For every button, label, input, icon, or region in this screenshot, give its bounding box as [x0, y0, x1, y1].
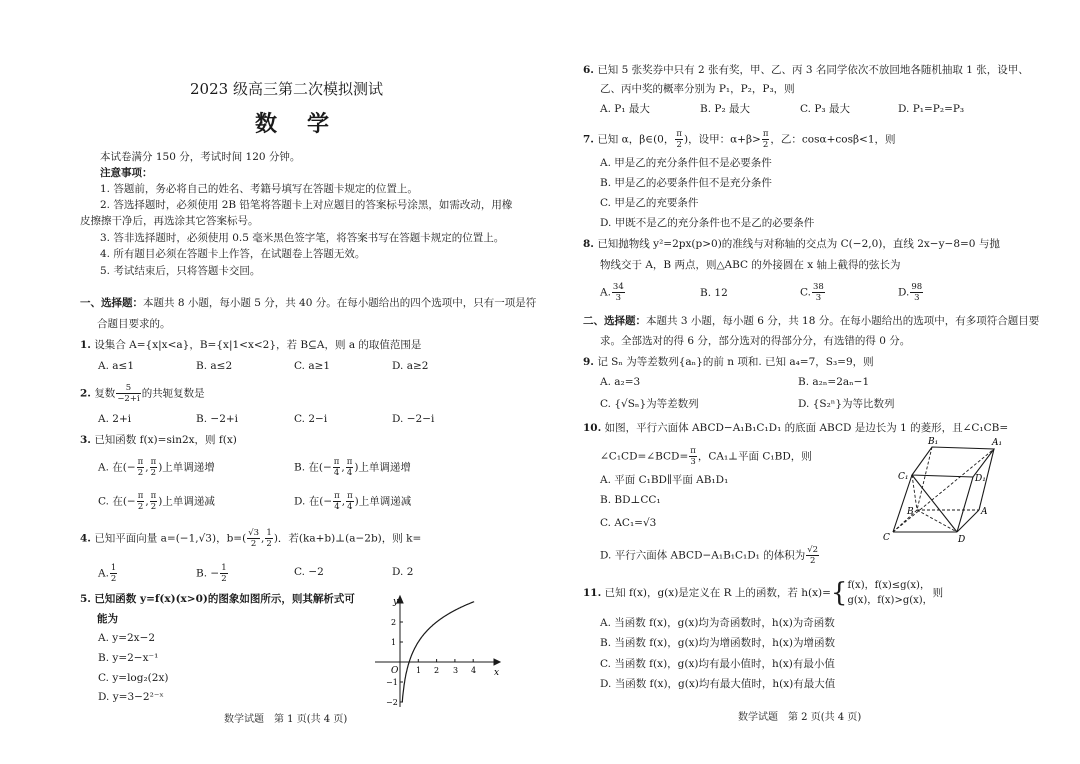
- denominator: 2: [137, 502, 144, 512]
- option-label: A.: [600, 286, 611, 299]
- case-1: f(x)，f(x)≤g(x)，: [847, 580, 930, 591]
- numerator: π: [333, 457, 340, 467]
- brace: {: [830, 578, 848, 608]
- question-number: 4.: [80, 532, 91, 545]
- denominator: 2: [221, 574, 227, 584]
- option-c: [98, 491, 215, 512]
- separator: ,: [261, 532, 265, 545]
- notice-item: 2. 答选择题时，必须使用 2B 铅笔将答题卡上对应题目的答案标号涂黑，如需改动，用橡: [100, 199, 513, 211]
- section-1-text: 本题共 8 小题，每小题 5 分，共 40 分。在每小题给出的四个选项中，只有一项是符: [143, 297, 537, 309]
- option-a: A. a₂=3: [600, 376, 641, 388]
- option-a: [600, 282, 626, 303]
- question-stem: 已知抛物线 y²=2px(p>0)的准线与对称轴的交点为 C(−2,0)，直线 2x−y−8=0 与抛: [597, 238, 1000, 250]
- fraction: [812, 282, 825, 303]
- notice-heading: 注意事项：: [100, 167, 153, 179]
- option-d: D. 2: [392, 566, 414, 578]
- question-5: [80, 592, 355, 606]
- option-label: B. 在(−: [294, 461, 332, 474]
- question-number: 1.: [80, 339, 91, 351]
- question-number: 3.: [80, 434, 91, 446]
- denominator: 4: [347, 502, 353, 512]
- option-d: D. {S₂ⁿ}为等比数列: [798, 398, 895, 410]
- question-stem: [600, 446, 812, 467]
- option-label: A.: [98, 567, 109, 580]
- denominator: −2+i: [117, 394, 140, 404]
- section-1-text: 合题目要求的。: [97, 318, 171, 330]
- option-c: C. AC₁=√3: [600, 517, 657, 529]
- option-a: A. 2+i: [98, 413, 132, 425]
- option-b: B. −2+i: [196, 413, 239, 425]
- option-d: [600, 545, 820, 566]
- option-d: D. −2−i: [392, 413, 435, 425]
- question-stem: 设集合 A={x|x<a}，B={x|1<x<2}，若 B⊆A，则 a 的取值范围是: [94, 339, 422, 351]
- section-1-label: 一、选择题：: [80, 297, 143, 309]
- question-11: [583, 578, 943, 608]
- option-text: )上单调递增: [158, 461, 215, 474]
- case-2: g(x)，f(x)>g(x)，: [847, 595, 933, 606]
- y-tick-label: −1: [386, 678, 398, 687]
- denominator: 2: [137, 468, 144, 478]
- numerator: π: [762, 129, 769, 139]
- fraction: [333, 457, 341, 478]
- option-c: C. {√Sₙ}为等差数列: [600, 398, 699, 410]
- edge-cc1: [893, 475, 912, 532]
- denominator: 2: [110, 574, 117, 584]
- fraction: [333, 491, 341, 512]
- x-tick-label: 2: [434, 666, 440, 675]
- question-stem: 已知 f(x)，g(x)是定义在 R 上的函数，若 h(x)=: [604, 587, 831, 599]
- x-tick-label: 1: [416, 666, 422, 675]
- option-b: B. 甲是乙的必要条件但不是充分条件: [600, 177, 772, 189]
- option-c: C. a≥1: [294, 360, 331, 372]
- numerator: 1: [110, 563, 117, 573]
- fraction: [137, 491, 145, 512]
- page-footer: 数学试题 第 1 页(共 4 页): [224, 714, 348, 725]
- question-stem: )．若(ka+b)⊥(a−2b)，则 k=: [273, 532, 422, 545]
- denominator: 2: [250, 539, 257, 549]
- numerator: π: [137, 491, 144, 501]
- denominator: 4: [346, 468, 353, 478]
- question-3: [80, 433, 237, 447]
- section-2-text: 本题共 3 小题，每小题 6 分，共 18 分。在每小题给出的选项中，有多项符合题目要: [646, 315, 1040, 327]
- denominator: 2: [809, 556, 816, 566]
- option-d: D. y=3−2²⁻ˣ: [98, 691, 164, 703]
- numerator: 34: [612, 282, 624, 292]
- question-stem: ，CA₁⊥平面 C₁BD，则: [697, 450, 812, 463]
- option-a: A. 平面 C₁BD∥平面 AB₁D₁: [600, 474, 729, 486]
- fraction: [346, 491, 354, 512]
- denominator: 2: [266, 539, 272, 549]
- separator: ,: [341, 461, 345, 474]
- vertex-label: A: [981, 507, 988, 517]
- fraction: [137, 457, 145, 478]
- option-label: D. 在(−: [294, 495, 333, 508]
- question-stem: 如图，平行六面体 ABCD−A₁B₁C₁D₁ 的底面 ABCD 是边长为 1 的菱形，且∠C₁CB=: [604, 422, 1009, 434]
- separator: ,: [145, 461, 149, 474]
- question-stem: 物线交于 A，B 两点，则△ABC 的外接圆在 x 轴上截得的弦长为: [600, 259, 901, 271]
- option-a: A. a≤1: [98, 360, 134, 372]
- numerator: π: [347, 491, 353, 501]
- fraction: [265, 528, 272, 549]
- vertex-label: D: [958, 535, 966, 545]
- option-c: C. 当函数 f(x)，g(x)均有最小值时，h(x)有最小值: [600, 658, 835, 670]
- numerator: √3: [248, 528, 260, 538]
- vertex-label: C: [883, 533, 890, 543]
- y-tick-label: 2: [391, 618, 397, 627]
- numerator: π: [676, 129, 682, 139]
- question-7: [583, 129, 896, 150]
- option-d: D. a≥2: [392, 360, 429, 372]
- vertex-label: C₁: [898, 472, 909, 482]
- option-c: C. −2: [294, 566, 324, 578]
- option-d: [898, 282, 924, 303]
- notice-item: 1. 答题前，务必将自己的姓名、考籍号填写在答题卡规定的位置上。: [100, 183, 418, 195]
- vertex-label: B: [907, 507, 914, 517]
- section-2-heading: [583, 314, 1039, 328]
- question-number: 7.: [583, 133, 594, 146]
- question-stem: 乙、丙中奖的概率分别为 P₁，P₂，P₃，则: [600, 83, 795, 95]
- option-b: B. P₂ 最大: [700, 103, 751, 115]
- denominator: 3: [815, 293, 822, 303]
- edge-bb1: [917, 447, 932, 510]
- option-b: [294, 457, 411, 478]
- option-b: [196, 563, 229, 584]
- notice-item: 4. 所有题目必须在答题卡上作答，在试题卷上答题无效。: [100, 248, 366, 260]
- denominator: 2: [150, 468, 157, 478]
- numerator: π: [690, 446, 696, 456]
- option-d: D. 当函数 f(x)，g(x)均有最大值时，h(x)有最大值: [600, 678, 836, 690]
- question-4: [80, 528, 421, 549]
- numerator: √2: [807, 545, 819, 555]
- option-a: A. 甲是乙的充分条件但不是必要条件: [600, 157, 772, 169]
- option-a: A. y=2x−2: [98, 632, 156, 644]
- question-10: [583, 421, 1008, 435]
- question-2: [80, 383, 205, 404]
- numerator: π: [334, 491, 340, 501]
- fraction: [806, 545, 819, 566]
- diagonal-ca1: [893, 449, 994, 532]
- x-axis-arrow: [494, 659, 500, 665]
- diagonal-bd: [917, 510, 957, 532]
- y-tick-label: 1: [391, 638, 397, 647]
- y-axis-label: y: [393, 597, 399, 607]
- fraction: [762, 129, 770, 150]
- question-number: 11.: [583, 587, 602, 599]
- question-stem: 已知函数 f(x)=sin2x，则 f(x): [94, 434, 237, 446]
- top-face: [912, 447, 994, 477]
- option-c: C. 甲是乙的充要条件: [600, 197, 699, 209]
- vertex-label: D₁: [975, 474, 986, 484]
- question-stem: 已知函数 y=f(x)(x>0)的图象如图所示，则其解析式可: [94, 593, 355, 605]
- option-c: C. y=log₂(2x): [98, 672, 169, 684]
- option-text: )上单调递减: [158, 495, 215, 508]
- diagonal-c1d: [912, 475, 957, 532]
- numerator: 5: [116, 383, 140, 394]
- option-a: [98, 457, 215, 478]
- question-stem: 记 Sₙ 为等差数列{aₙ}的前 n 项和. 已知 a₄=7，S₃=9，则: [597, 356, 874, 368]
- question-number: 9.: [583, 356, 594, 368]
- fraction: [116, 383, 140, 404]
- section-2-text: 求。全部选对的得 6 分，部分选对的得部分分，有选错的得 0 分。: [600, 335, 911, 347]
- function-graph: [370, 592, 505, 712]
- vertex-label: A₁: [992, 438, 1003, 448]
- question-stem: 已知 α，β∈(0，: [597, 133, 675, 146]
- denominator: 3: [914, 293, 920, 303]
- question-stem: ∠C₁CD=∠BCD=: [600, 450, 689, 463]
- denominator: 2: [150, 502, 157, 512]
- option-c: [800, 282, 826, 303]
- numerator: π: [150, 491, 157, 501]
- fraction: [110, 563, 117, 584]
- option-b: B. a≤2: [196, 360, 233, 372]
- question-8: [583, 237, 1000, 251]
- option-label: A. 在(−: [98, 461, 136, 474]
- question-stem: 已知平面向量 a=(−1,√3)，b=(: [94, 532, 247, 545]
- x-tick-label: 4: [471, 666, 477, 675]
- numerator: 98: [911, 282, 923, 292]
- intro-text: 本试卷满分 150 分，考试时间 120 分钟。: [100, 151, 301, 163]
- separator: ,: [145, 495, 149, 508]
- question-stem: 复数: [94, 387, 116, 400]
- option-b: B. y=2−x⁻¹: [98, 652, 159, 664]
- fraction: [247, 528, 260, 549]
- question-number: 6.: [583, 64, 594, 76]
- question-stem: 能为: [97, 613, 118, 625]
- fraction: [220, 563, 227, 584]
- question-stem: )，设甲：α+β>: [683, 133, 761, 146]
- separator: ,: [341, 495, 346, 508]
- option-d: D. 甲既不是乙的充分条件也不是乙的必要条件: [600, 217, 815, 229]
- question-6: [583, 63, 1029, 77]
- option-label: D.: [898, 286, 910, 299]
- notice-item: 3. 答非选择题时，必须使用 0.5 毫米黑色签字笔，将答案书写在答题卡规定的位置上。: [100, 232, 505, 244]
- option-label: C. 在(−: [98, 495, 136, 508]
- question-stem: ，乙：cosα+cosβ<1，则: [770, 133, 896, 146]
- fraction: [150, 457, 158, 478]
- option-c: C. P₃ 最大: [800, 103, 850, 115]
- y-tick-label: −2: [386, 698, 398, 707]
- fraction: [675, 129, 683, 150]
- question-stem: 则: [932, 587, 944, 599]
- numerator: π: [346, 457, 353, 467]
- option-label: B. −: [196, 567, 220, 580]
- vertex-label: B₁: [928, 437, 939, 447]
- fraction: [150, 491, 158, 512]
- option-b: B. a₂ₙ=2aₙ−1: [798, 376, 870, 388]
- denominator: 3: [615, 293, 622, 303]
- fraction: [346, 457, 354, 478]
- option-b: B. 12: [700, 287, 728, 299]
- option-b: B. 当函数 f(x)，g(x)均为增函数时，h(x)为增函数: [600, 637, 835, 649]
- exam-page-2: [540, 0, 1080, 764]
- question-number: 10.: [583, 422, 602, 434]
- x-tick-label: 3: [453, 666, 459, 675]
- option-label: C.: [800, 286, 811, 299]
- notice-item: 5. 考试结束后，只将答题卡交回。: [100, 265, 261, 277]
- piecewise-cases: [847, 578, 932, 608]
- question-stem: 已知 5 张奖券中只有 2 张有奖，甲、乙、丙 3 名同学依次不放回地各随机抽取 1 张，设甲、: [597, 64, 1029, 76]
- option-b: B. BD⊥CC₁: [600, 494, 661, 506]
- option-text: )上单调递增: [354, 461, 411, 474]
- option-d: [294, 491, 411, 512]
- origin-label: O: [391, 666, 399, 676]
- denominator: 4: [333, 468, 340, 478]
- numerator: 1: [221, 563, 227, 573]
- numerator: π: [137, 457, 144, 467]
- fraction: [910, 282, 923, 303]
- option-text: )上单调递减: [354, 495, 412, 508]
- function-curve: [402, 602, 477, 702]
- notice-item: 皮擦擦干净后，再选涂其它答案标号。: [80, 215, 259, 227]
- denominator: 2: [676, 140, 682, 150]
- question-1: [80, 338, 421, 352]
- denominator: 3: [690, 457, 696, 467]
- parallelepiped-figure: [880, 435, 1050, 545]
- question-number: 5.: [80, 593, 91, 605]
- question-stem: 的共轭复数是: [141, 387, 205, 400]
- option-d: D. P₁=P₂=P₃: [898, 103, 965, 115]
- option-a: A. 当函数 f(x)，g(x)均为奇函数时，h(x)为奇函数: [600, 617, 835, 629]
- numerator: 1: [266, 528, 272, 538]
- section-2-label: 二、选择题：: [583, 315, 646, 327]
- fraction: [612, 282, 625, 303]
- subject-title: 数 学: [255, 111, 334, 137]
- exam-title: 2023 级高三第二次模拟测试: [190, 80, 383, 98]
- numerator: π: [150, 457, 157, 467]
- option-a: [98, 563, 118, 584]
- denominator: 2: [762, 140, 769, 150]
- option-c: C. 2−i: [294, 413, 328, 425]
- option-a: A. P₁ 最大: [600, 103, 650, 115]
- numerator: 38: [813, 282, 824, 292]
- fraction: [689, 446, 697, 467]
- question-9: [583, 355, 874, 369]
- section-1-heading: [80, 296, 536, 310]
- question-number: 2.: [80, 387, 91, 400]
- x-axis-label: x: [494, 668, 500, 678]
- option-label: D. 平行六面体 ABCD−A₁B₁C₁D₁ 的体积为: [600, 549, 806, 562]
- question-number: 8.: [583, 238, 594, 250]
- page-footer: 数学试题 第 2 页(共 4 页): [738, 712, 862, 723]
- denominator: 4: [334, 502, 340, 512]
